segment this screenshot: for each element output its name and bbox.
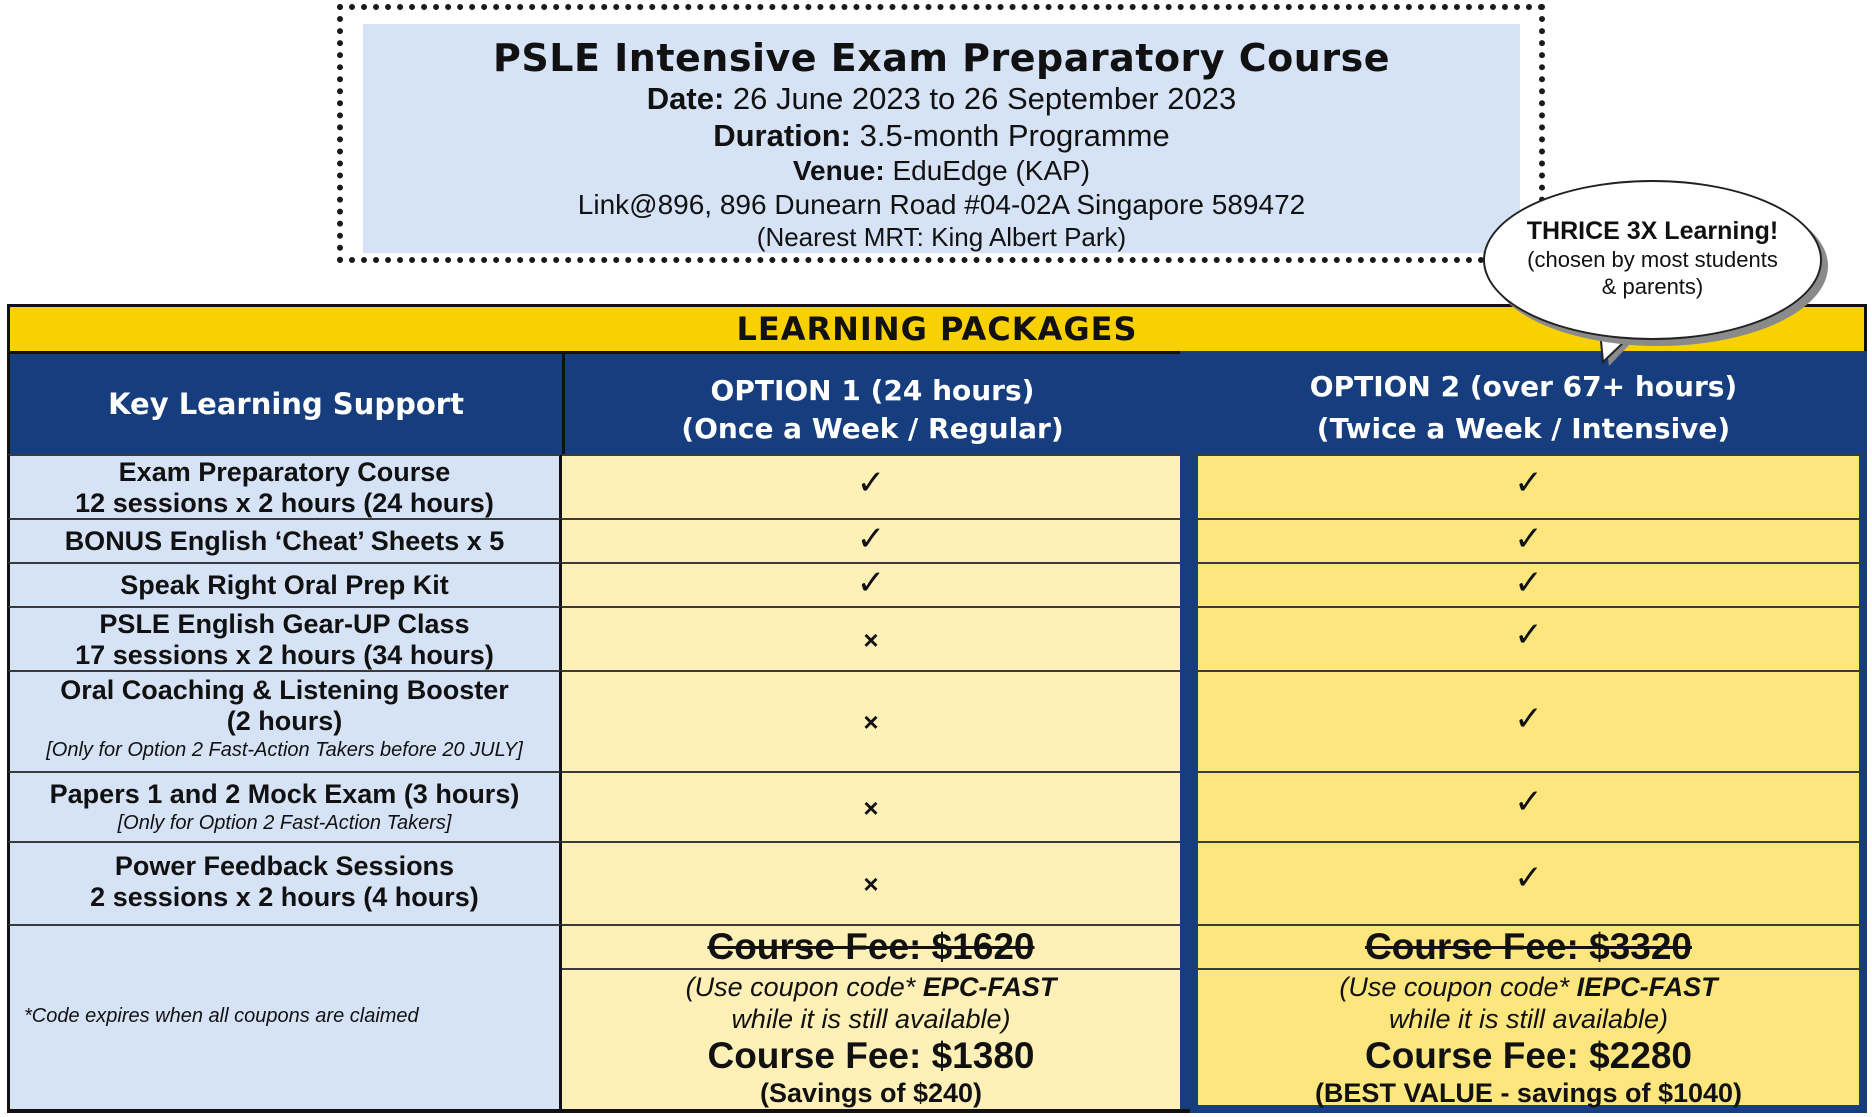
feature-detail: 2 sessions x 2 hours (4 hours) bbox=[90, 882, 479, 912]
date-label: Date: bbox=[646, 81, 725, 116]
check-icon: ✓ bbox=[1514, 700, 1543, 738]
table-row bbox=[7, 518, 562, 562]
feature-detail: 12 sessions x 2 hours (24 hours) bbox=[75, 488, 494, 518]
option-2-discount-cell bbox=[1190, 968, 1867, 1113]
option-1-coupon-code: EPC-FAST bbox=[922, 972, 1057, 1002]
check-icon: ✓ bbox=[856, 564, 886, 602]
duration-line bbox=[363, 117, 1520, 154]
duration-label: Duration: bbox=[713, 118, 851, 153]
header-option-2 bbox=[1180, 354, 1867, 454]
feature-detail: 17 sessions x 2 hours (34 hours) bbox=[75, 640, 494, 670]
option-2-old-fee: Course Fee: $3320 bbox=[1364, 926, 1692, 967]
header-key-support bbox=[7, 354, 562, 454]
option-2-cell bbox=[1190, 454, 1867, 518]
check-icon: ✓ bbox=[1514, 859, 1543, 897]
coupon-expiry-note: *Code expires when all coupons are claimed bbox=[24, 1005, 419, 1027]
option-1-line-1: OPTION 1 (24 hours) bbox=[710, 374, 1035, 407]
option-2-cell bbox=[1190, 670, 1867, 771]
option-2-coupon-code: IEPC-FAST bbox=[1576, 972, 1718, 1002]
option-1-coupon-availability: while it is still available) bbox=[731, 1004, 1011, 1034]
learning-packages-table bbox=[7, 304, 1867, 1113]
header-option-1 bbox=[562, 354, 1180, 454]
course-info-panel bbox=[363, 24, 1520, 253]
option-2-cell bbox=[1190, 518, 1867, 562]
option-1-line-2: (Once a Week / Regular) bbox=[681, 412, 1064, 445]
cross-icon: × bbox=[863, 707, 879, 737]
check-icon: ✓ bbox=[856, 464, 886, 502]
check-icon: ✓ bbox=[1514, 783, 1543, 821]
feature-name: Power Feedback Sessions bbox=[114, 851, 455, 881]
option-1-discount-cell bbox=[562, 968, 1180, 1113]
feature-name: Exam Preparatory Course bbox=[118, 457, 451, 487]
speech-bubble bbox=[1483, 180, 1822, 340]
table-row bbox=[7, 454, 562, 518]
option-1-old-fee: Course Fee: $1620 bbox=[707, 926, 1035, 967]
option-2-coupon-line bbox=[1198, 971, 1859, 1003]
table-bottom-border bbox=[7, 1109, 1190, 1113]
coupon-prefix: (Use coupon code* bbox=[685, 972, 923, 1002]
duration-value: 3.5-month Programme bbox=[859, 118, 1170, 153]
option-1-old-fee-cell bbox=[562, 924, 1180, 968]
option-2-title bbox=[1180, 366, 1867, 450]
fee-note-cell bbox=[7, 924, 562, 1113]
table-row bbox=[7, 841, 562, 924]
option-2-savings: (BEST VALUE - savings of $1040) bbox=[1314, 1078, 1743, 1108]
table-row bbox=[7, 771, 562, 841]
feature-note: [Only for Option 2 Fast-Action Takers] bbox=[117, 812, 452, 834]
nearest-mrt: (Nearest MRT: King Albert Park) bbox=[756, 222, 1127, 252]
option-2-line-1: OPTION 2 (over 67+ hours) bbox=[1309, 370, 1738, 403]
option-2-cell bbox=[1190, 606, 1867, 670]
table-row bbox=[7, 606, 562, 670]
feature-name: PSLE English Gear-UP Class bbox=[99, 609, 470, 639]
date-value: 26 June 2023 to 26 September 2023 bbox=[732, 81, 1237, 116]
option-1-cell bbox=[562, 454, 1180, 518]
packages-banner: LEARNING PACKAGES bbox=[7, 304, 1867, 354]
option-2-old-fee-cell bbox=[1190, 924, 1867, 968]
feature-detail: (2 hours) bbox=[226, 706, 343, 736]
option-1-cell bbox=[562, 670, 1180, 771]
feature-name: Papers 1 and 2 Mock Exam (3 hours) bbox=[49, 779, 520, 809]
option-2-cell bbox=[1190, 562, 1867, 606]
venue-label: Venue: bbox=[792, 155, 885, 186]
option-1-cell bbox=[562, 518, 1180, 562]
check-icon: ✓ bbox=[1514, 464, 1543, 502]
option-2-new-fee: Course Fee: $2280 bbox=[1364, 1035, 1692, 1076]
option-2-coupon-availability: while it is still available) bbox=[1388, 1004, 1669, 1034]
check-icon: ✓ bbox=[1514, 564, 1543, 602]
option-1-title bbox=[565, 372, 1180, 448]
option-1-new-fee: Course Fee: $1380 bbox=[707, 1035, 1035, 1076]
venue-value: EduEdge (KAP) bbox=[892, 155, 1091, 186]
cross-icon: × bbox=[863, 869, 879, 899]
option-1-cell bbox=[562, 562, 1180, 606]
course-info-frame bbox=[337, 4, 1545, 263]
course-title: PSLE Intensive Exam Preparatory Course bbox=[493, 36, 1390, 80]
feature-name: Oral Coaching & Listening Booster bbox=[60, 675, 509, 705]
table-row bbox=[7, 670, 562, 771]
check-icon: ✓ bbox=[1514, 616, 1543, 654]
option-2-frame-top bbox=[1180, 351, 1867, 357]
option-1-cell bbox=[562, 771, 1180, 841]
bubble-line-1: (chosen by most students bbox=[1527, 247, 1778, 272]
address: Link@896, 896 Dunearn Road #04-02A Singapore 589472 bbox=[577, 189, 1306, 220]
option-1-coupon-line bbox=[562, 971, 1180, 1003]
table-row bbox=[7, 562, 562, 606]
feature-note: [Only for Option 2 Fast-Action Takers before 20 JULY] bbox=[46, 739, 523, 761]
check-icon: ✓ bbox=[856, 520, 886, 558]
option-1-cell bbox=[562, 606, 1180, 670]
date-line bbox=[363, 80, 1520, 117]
option-2-line-2: (Twice a Week / Intensive) bbox=[1316, 412, 1731, 445]
venue-line bbox=[363, 154, 1520, 188]
bubble-line-2: & parents) bbox=[1601, 274, 1704, 299]
option-1-cell bbox=[562, 841, 1180, 924]
key-support-title: Key Learning Support bbox=[108, 387, 464, 421]
coupon-prefix: (Use coupon code* bbox=[1339, 972, 1577, 1002]
option-2-cell bbox=[1190, 771, 1867, 841]
bubble-title: THRICE 3X Learning! bbox=[1526, 217, 1779, 245]
option-2-cell bbox=[1190, 841, 1867, 924]
option-2-frame-left bbox=[1180, 454, 1190, 1113]
check-icon: ✓ bbox=[1514, 520, 1543, 558]
feature-name: BONUS English ‘Cheat’ Sheets x 5 bbox=[64, 526, 505, 556]
feature-name: Speak Right Oral Prep Kit bbox=[120, 570, 449, 600]
cross-icon: × bbox=[863, 793, 879, 823]
cross-icon: × bbox=[863, 625, 879, 655]
option-1-savings: (Savings of $240) bbox=[759, 1078, 983, 1108]
